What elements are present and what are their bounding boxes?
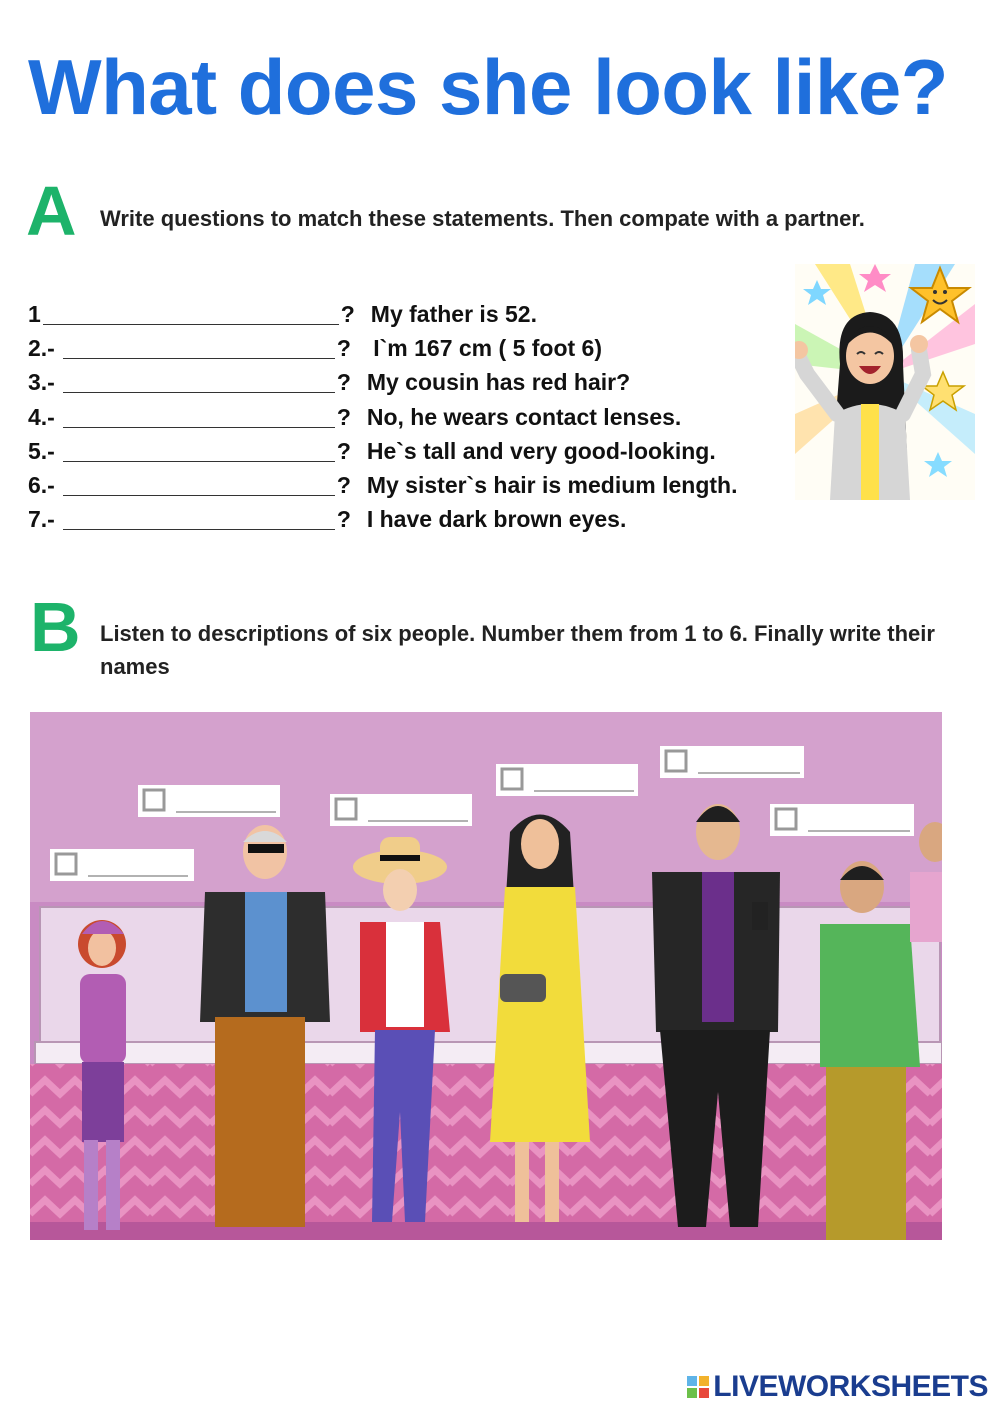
name-label-box-2[interactable]: [138, 785, 280, 817]
question-list: [28, 297, 738, 537]
statement-text: My father is 52.: [370, 300, 537, 327]
page-title: What does she look like?: [28, 43, 948, 131]
question-answer-blank[interactable]: [63, 372, 335, 393]
statement-text: I`m 167 cm ( 5 foot 6): [366, 334, 603, 361]
question-answer-blank[interactable]: [63, 475, 335, 496]
section-b-letter: B: [30, 588, 81, 666]
name-label-box-6[interactable]: [770, 804, 914, 836]
question-row-1: [28, 297, 738, 331]
question-mark: ?: [336, 472, 351, 499]
question-mark: ?: [336, 506, 351, 533]
people-scene-illustration: [30, 712, 942, 1240]
statement-text: My cousin has red hair?: [366, 369, 631, 396]
name-label-box-3[interactable]: [330, 794, 472, 826]
brand-name: LIVEWORKSHEETS: [713, 1370, 988, 1403]
question-mark: ?: [336, 334, 351, 361]
question-mark: ?: [336, 437, 351, 464]
question-number: 7.-: [28, 506, 55, 533]
question-number: 2.-: [28, 334, 55, 361]
phone-icon: [752, 902, 768, 930]
statement-text: No, he wears contact lenses.: [366, 403, 682, 430]
question-number: 4.-: [28, 403, 55, 430]
question-number: 1: [28, 300, 41, 327]
question-answer-blank[interactable]: [43, 304, 339, 325]
section-b-instruction: Listen to descriptions of six people. Number them from 1 to 6. Finally write their names: [100, 621, 935, 679]
liveworksheets-logo-icon: [687, 1376, 709, 1398]
question-mark: ?: [340, 300, 355, 327]
question-number: 6.-: [28, 472, 55, 499]
question-row-3: [28, 366, 738, 400]
name-label-box-5[interactable]: [660, 746, 804, 778]
question-row-7: [28, 503, 738, 537]
cheering-girl-illustration: [795, 264, 975, 500]
question-answer-blank[interactable]: [63, 441, 335, 462]
question-mark: ?: [336, 369, 351, 396]
name-label-box-1[interactable]: [50, 849, 194, 881]
statement-text: I have dark brown eyes.: [366, 506, 627, 533]
section-a-instruction: Write questions to match these statements. Then compate with a partner.: [100, 206, 865, 231]
question-number: 5.-: [28, 437, 55, 464]
question-answer-blank[interactable]: [63, 509, 335, 530]
question-row-5: [28, 434, 738, 468]
question-answer-blank[interactable]: [63, 338, 335, 359]
footer-brand: [687, 1370, 988, 1404]
statement-text: My sister`s hair is medium length.: [366, 472, 738, 499]
question-mark: ?: [336, 403, 351, 430]
question-row-6: [28, 468, 738, 502]
question-number: 3.-: [28, 369, 55, 396]
name-label-box-4[interactable]: [496, 764, 638, 796]
question-row-4: [28, 400, 738, 434]
statement-text: He`s tall and very good-looking.: [366, 437, 716, 464]
section-a-letter: A: [26, 172, 77, 250]
question-row-2: [28, 331, 738, 365]
question-answer-blank[interactable]: [63, 407, 335, 428]
